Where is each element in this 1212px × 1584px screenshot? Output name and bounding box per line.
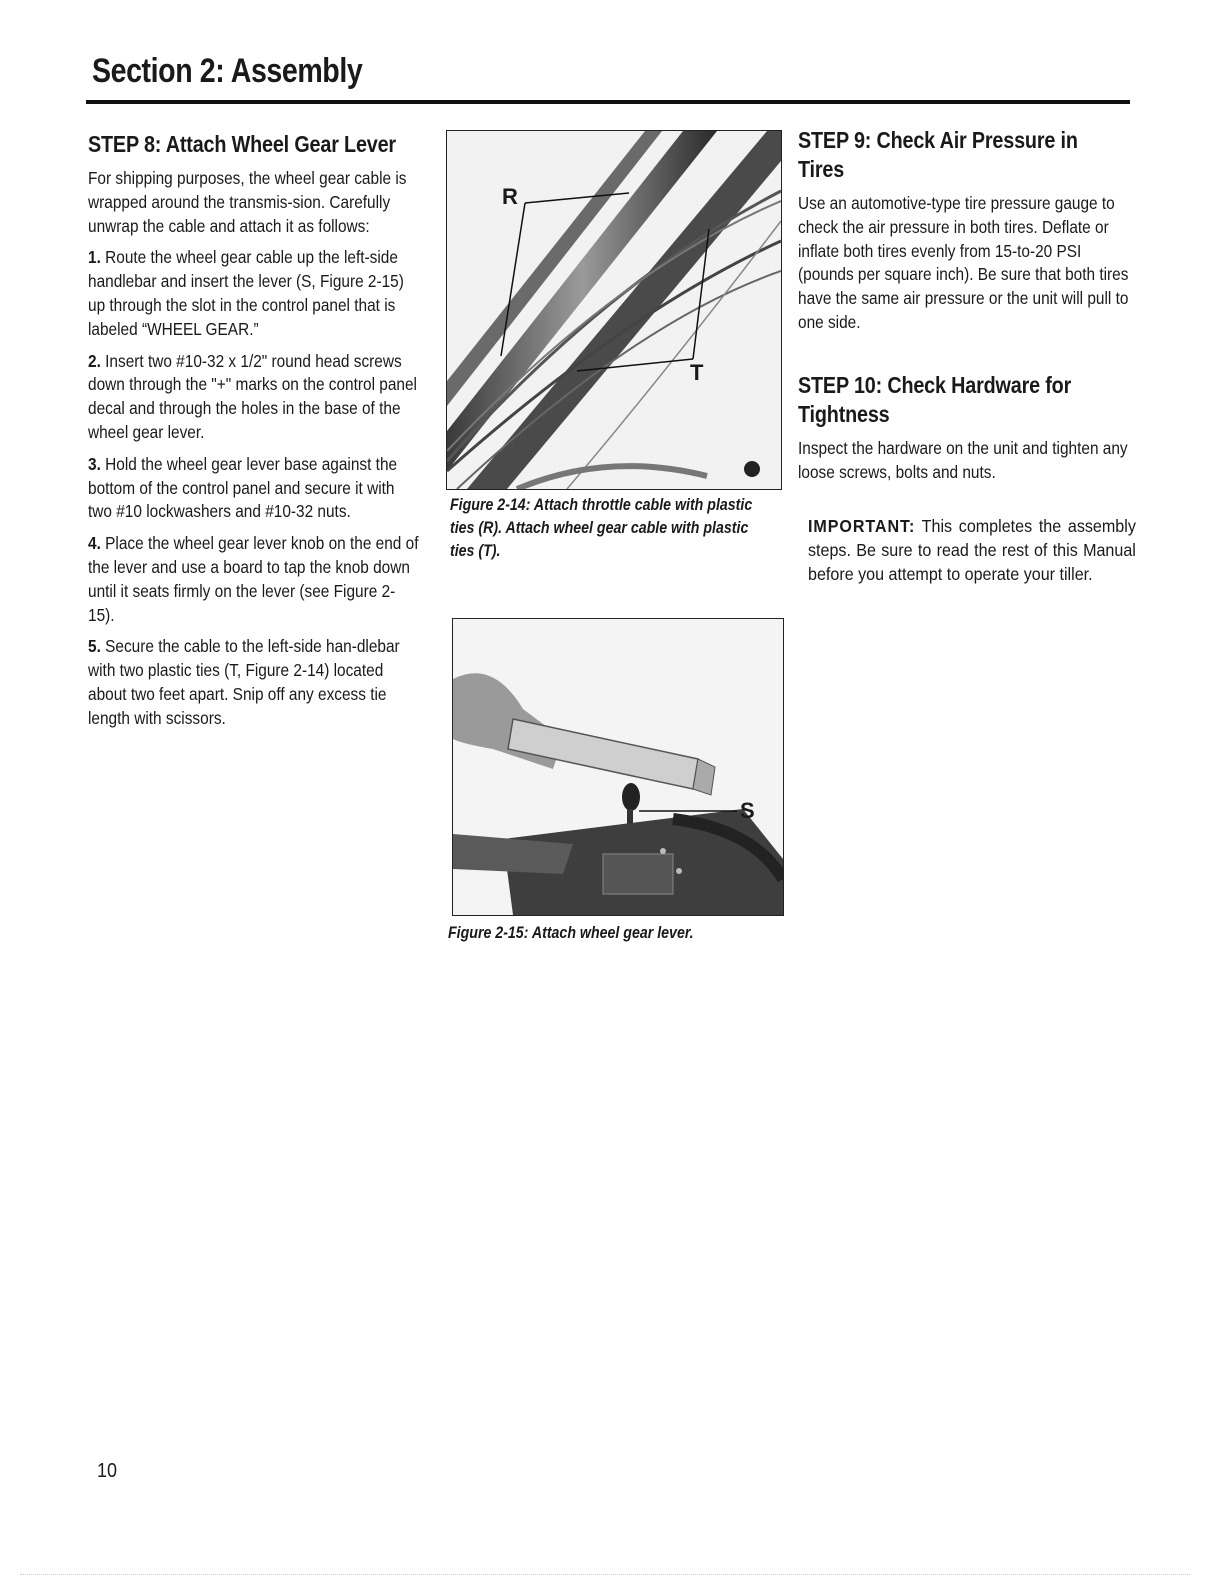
step-8-heading: STEP 8: Attach Wheel Gear Lever bbox=[88, 131, 396, 157]
step-8-item-number: 4. bbox=[88, 533, 101, 554]
step-9-heading: STEP 9: Check Air Pressure in Tires bbox=[798, 127, 1078, 182]
callout-label-s: S bbox=[740, 798, 755, 823]
step-8-item-number: 3. bbox=[88, 453, 101, 474]
step-8-item-text: Place the wheel gear lever knob on the end of the lever and use a board to tap the knob down until it seats firmly on the lever (see Figure 2-15). bbox=[88, 533, 419, 625]
step-8-item-text: Hold the wheel gear lever base against the bottom of the control panel and secure it with two #10 lockwashers and #10-32 nuts. bbox=[88, 453, 398, 522]
important-note bbox=[808, 514, 1136, 586]
callout-label-r: R bbox=[502, 184, 518, 209]
callout-label-t: T bbox=[690, 360, 704, 385]
steps-9-10-column bbox=[798, 126, 1136, 586]
step-8-item-number: 1. bbox=[88, 247, 101, 268]
step-8-item bbox=[88, 350, 421, 445]
step-8-item bbox=[88, 453, 421, 524]
step-8-item-text: Secure the cable to the left-side han-dlebar with two plastic ties (T, Figure 2-14) located about two feet apart. Snip off any excess tie length with scissors. bbox=[88, 636, 400, 728]
step-8-item-number: 2. bbox=[88, 350, 101, 371]
step-8-column bbox=[88, 130, 420, 739]
section-title: Section 2: Assembly bbox=[92, 52, 363, 90]
important-text: This completes the assembly steps. Be sure to read the rest of this Manual before you attempt to operate your tiller. bbox=[808, 516, 1136, 585]
figure-2-14-photo bbox=[446, 130, 782, 490]
wheel-gear-lever-illustration bbox=[453, 619, 783, 915]
important-label: IMPORTANT: bbox=[808, 516, 916, 537]
step-8-item-text: Insert two #10-32 x 1/2" round head screws down through the "+" marks on the control panel decal and through the holes in the base of the wheel gear lever. bbox=[88, 350, 417, 442]
title-rule bbox=[86, 100, 1130, 104]
figure-2-15-photo bbox=[452, 618, 784, 916]
step-10-text: Inspect the hardware on the unit and tighten any loose screws, bolts and nuts. bbox=[798, 437, 1128, 482]
step-9-text: Use an automotive-type tire pressure gauge to check the air pressure in both tires. Deflate or inflate both tires evenly from 15-to-20 PSI (pounds per square inch). Be sure that both tires have the same air pressure or the unit will pull to one side. bbox=[798, 193, 1129, 332]
page-number: 10 bbox=[97, 1460, 118, 1482]
step-10-heading: STEP 10: Check Hardware for Tightness bbox=[798, 371, 1072, 427]
step-8-item-text: Route the wheel gear cable up the left-side handlebar and insert the lever (S, Figure 2-15) up through the slot in the control panel that is labeled “WHEEL GEAR.” bbox=[88, 247, 404, 339]
scan-artifact-divider bbox=[20, 1574, 1190, 1577]
step-8-item bbox=[88, 532, 421, 627]
handlebar-cables-illustration bbox=[447, 131, 781, 489]
step-8-intro: For shipping purposes, the wheel gear cable is wrapped around the transmis-sion. Carefully unwrap the cable and attach it as follows: bbox=[88, 168, 407, 236]
figure-2-14-caption: Figure 2-14: Attach throttle cable with plastic ties (R). Attach wheel gear cable with plastic ties (T). bbox=[450, 496, 753, 560]
step-8-item bbox=[88, 635, 421, 730]
step-8-item-number: 5. bbox=[88, 636, 101, 657]
step-8-item bbox=[88, 246, 421, 341]
figure-2-15-caption: Figure 2-15: Attach wheel gear lever. bbox=[448, 924, 694, 942]
